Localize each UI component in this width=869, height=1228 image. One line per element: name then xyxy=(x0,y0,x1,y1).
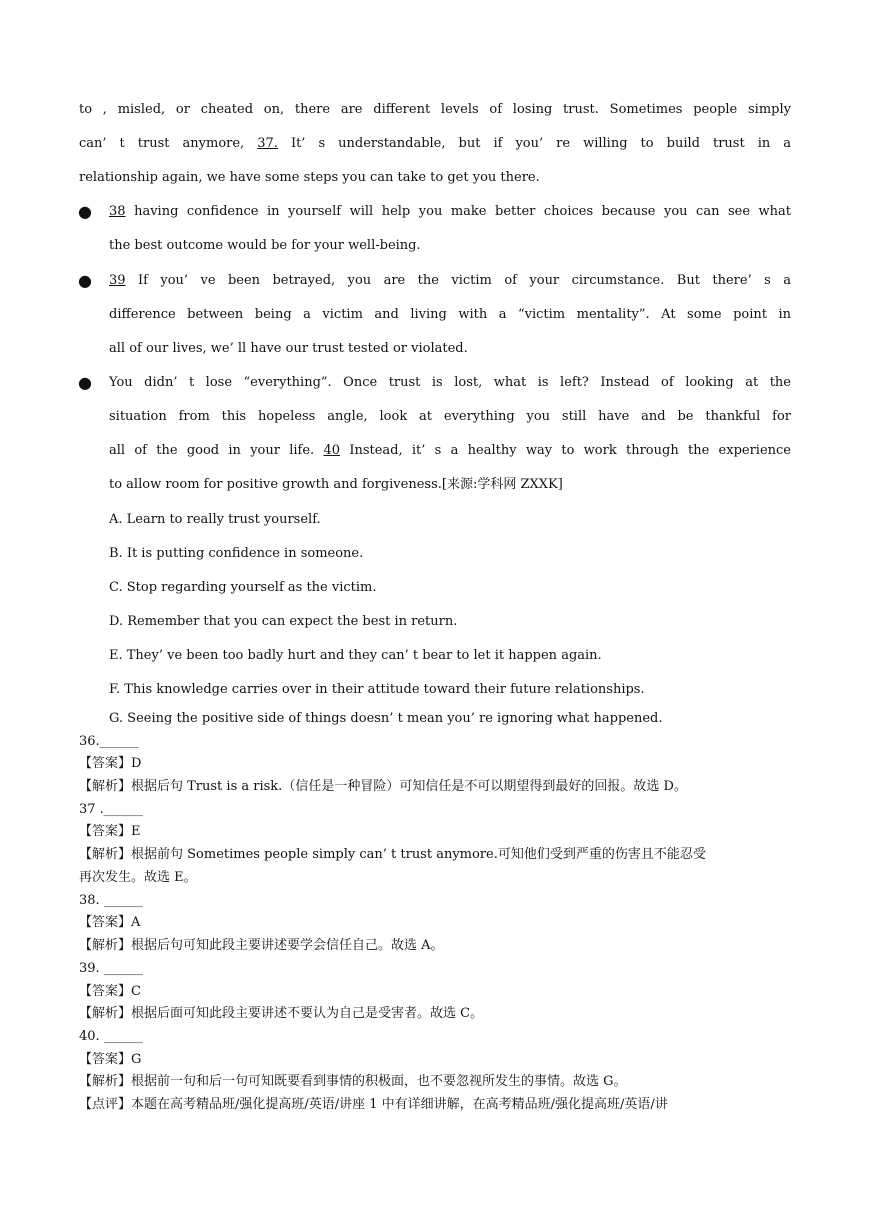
explanation: 【解析】根据前一句和后一句可知既要看到事情的积极面，也不要忽视所发生的事情。故选 G。 xyxy=(79,1074,627,1089)
option-g: G. Seeing the positive side of things doesn’ t mean you’ re ignoring what happened. xyxy=(109,711,663,726)
option-f: F. This knowledge carries over in their attitude toward their future relationships. xyxy=(109,682,645,697)
passage-line: relationship again, we have some steps you can take to get you there. xyxy=(79,170,540,185)
option-a: A. Learn to really trust yourself. xyxy=(109,512,321,527)
blank-40: 40 xyxy=(323,443,341,458)
question-number: 38. ______ xyxy=(79,893,143,908)
explanation: 【解析】根据前句 Sometimes people simply can’ t trust anymore.可知他们受到严重的伤害且不能忍受 xyxy=(79,847,706,862)
answer-key: 【答案】D xyxy=(79,756,142,771)
answer-key: 【答案】G xyxy=(79,1052,142,1067)
question-number: 37 .______ xyxy=(79,802,143,817)
option-e: E. They’ ve been too badly hurt and they can’ t bear to let it happen again. xyxy=(109,648,602,663)
answer-key: 【答案】A xyxy=(79,915,141,930)
answer-key: 【答案】E xyxy=(79,824,141,839)
explanation: 再次发生。故选 E。 xyxy=(79,870,197,885)
explanation: 【解析】根据后面可知此段主要讲述不要认为自己是受害者。故选 C。 xyxy=(79,1006,484,1021)
question-number: 39. ______ xyxy=(79,961,143,976)
option-d: D. Remember that you can expect the best in return. xyxy=(109,614,458,629)
passage-line: 39 If you’ ve been betrayed, you are the victim of your circumstance. But there’ s a xyxy=(109,273,791,288)
passage-line: You didn’ t lose “everything”. Once trust is lost, what is left? Instead of looking at the xyxy=(109,375,791,390)
bullet-icon: ● xyxy=(78,373,92,392)
passage-line: the best outcome would be for your well-being. xyxy=(109,238,421,253)
passage-line: can’ t trust anymore, 37. It’ s understandable, but if you’ re willing to build trust in a xyxy=(79,136,791,151)
passage-line: difference between being a victim and living with a “victim mentality”. At some point in xyxy=(109,307,791,322)
explanation: 【解析】根据后句 Trust is a risk.（信任是一种冒险）可知信任是不可以期望得到最好的回报。故选 D。 xyxy=(79,779,687,794)
passage-line: 38 having confidence in yourself will help you make better choices because you can see what xyxy=(109,204,792,219)
explanation: 【解析】根据后句可知此段主要讲述要学会信任自己。故选 A。 xyxy=(79,938,444,953)
blank-39: 39 xyxy=(109,273,126,288)
blank-38: 38 xyxy=(109,204,126,219)
passage-line: all of the good in your life. 40 Instead, it’ s a healthy way to work through the experience xyxy=(109,443,791,458)
question-number: 40. ______ xyxy=(79,1029,143,1044)
bullet-icon: ● xyxy=(78,202,92,221)
answer-key: 【答案】C xyxy=(79,984,141,999)
bullet-icon: ● xyxy=(78,271,92,290)
option-c: C. Stop regarding yourself as the victim. xyxy=(109,580,377,595)
passage-line: all of our lives, we’ ll have our trust tested or violated. xyxy=(109,341,468,356)
passage-line: to , misled, or cheated on, there are different levels of losing trust. Sometimes people simply xyxy=(79,102,791,117)
option-b: B. It is putting confidence in someone. xyxy=(109,546,364,561)
passage-line: situation from this hopeless angle, look at everything you still have and be thankful for xyxy=(109,409,791,424)
passage-line: to allow room for positive growth and forgiveness.[来源:学科网 ZXXK] xyxy=(109,477,563,492)
question-number: 36.______ xyxy=(79,734,139,749)
blank-37: 37. xyxy=(257,136,278,151)
comment: 【点评】本题在高考精品班/强化提高班/英语/讲座 1 中有详细讲解，在高考精品班/强化提高班/英语/讲 xyxy=(79,1097,668,1112)
